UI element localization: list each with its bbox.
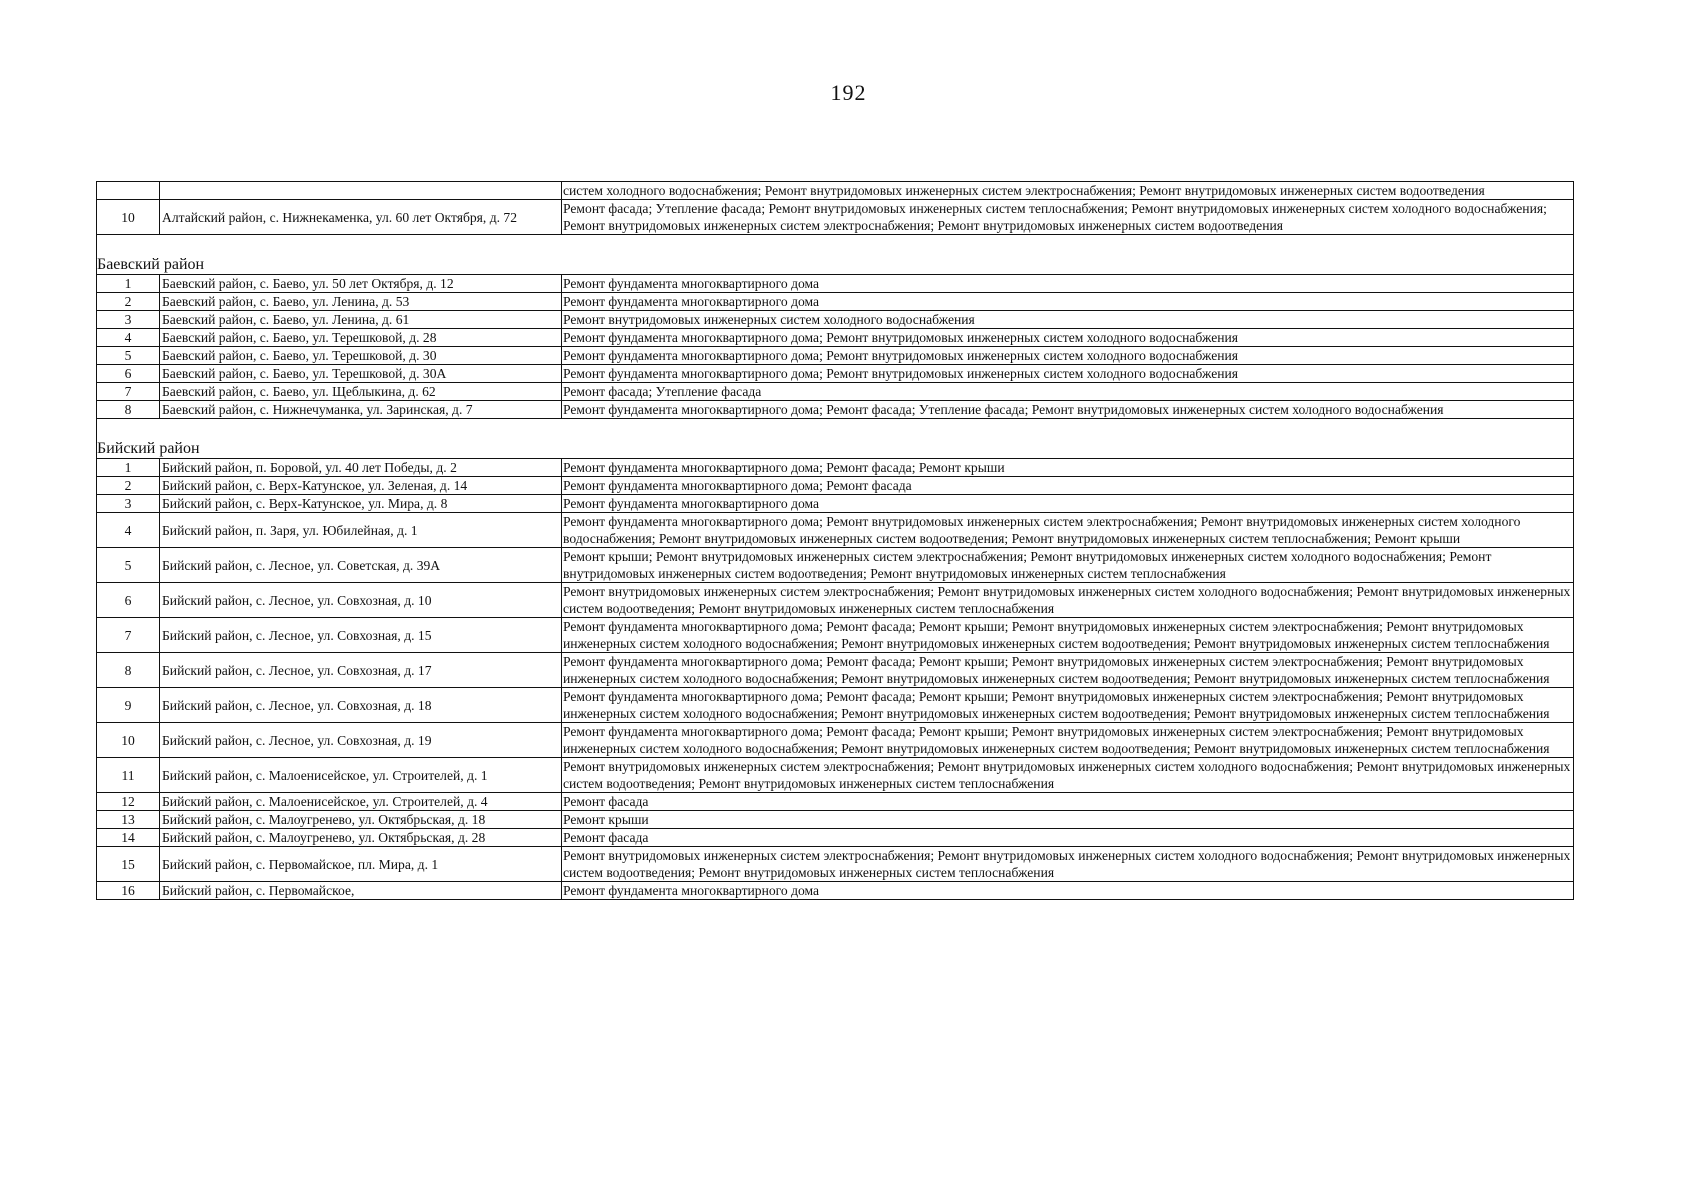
row-number: 5 (97, 548, 160, 583)
row-number: 12 (97, 793, 160, 811)
row-works: Ремонт фундамента многоквартирного дома; Ремонт фасада; Утепление фасада; Ремонт внутридомовых инженерных систем холодного водоснабжения (562, 401, 1574, 419)
row-address: Бийский район, с. Лесное, ул. Совхозная, д. 15 (160, 618, 562, 653)
row-address: Бийский район, с. Лесное, ул. Совхозная, д. 10 (160, 583, 562, 618)
row-address: Бийский район, с. Верх-Катунское, ул. Мира, д. 8 (160, 495, 562, 513)
row-number: 1 (97, 275, 160, 293)
row-works: Ремонт крыши (562, 811, 1574, 829)
section-header (97, 255, 1574, 275)
row-works: систем холодного водоснабжения; Ремонт внутридомовых инженерных систем электроснабжения; Ремонт внутридомовых инженерных систем водоотведения (562, 182, 1574, 200)
row-address: Бийский район, с. Лесное, ул. Совхозная, д. 17 (160, 653, 562, 688)
row-address: Баевский район, с. Баево, ул. Ленина, д. 61 (160, 311, 562, 329)
row-works: Ремонт фундамента многоквартирного дома; Ремонт внутридомовых инженерных систем холодного водоснабжения (562, 365, 1574, 383)
row-works: Ремонт фундамента многоквартирного дома; Ремонт фасада; Ремонт крыши (562, 459, 1574, 477)
row-works: Ремонт фасада (562, 793, 1574, 811)
row-address: Баевский район, с. Баево, ул. Терешковой, д. 30А (160, 365, 562, 383)
row-address: Бийский район, п. Боровой, ул. 40 лет Победы, д. 2 (160, 459, 562, 477)
table-row (97, 688, 1574, 723)
section-spacer (97, 419, 1574, 440)
table-row (97, 401, 1574, 419)
row-address: Бийский район, с. Лесное, ул. Совхозная, д. 18 (160, 688, 562, 723)
table-row (97, 653, 1574, 688)
row-address: Бийский район, с. Лесное, ул. Совхозная, д. 19 (160, 723, 562, 758)
row-number: 3 (97, 495, 160, 513)
row-works: Ремонт фундамента многоквартирного дома; Ремонт фасада; Ремонт крыши; Ремонт внутридомовых инженерных систем электроснабжения; Ремонт внутридомовых инженерных систем холодного водоснабжения; Ремонт внутридомовых инженерных систем водоотведения; Ремонт внутридомовых инженерных систем теплоснабжения (562, 723, 1574, 758)
table-row (97, 329, 1574, 347)
table-row (97, 383, 1574, 401)
table-row (97, 847, 1574, 882)
table-row (97, 182, 1574, 200)
row-works: Ремонт фундамента многоквартирного дома (562, 882, 1574, 900)
table-body (97, 182, 1574, 900)
repair-table (96, 181, 1574, 900)
row-number: 15 (97, 847, 160, 882)
table-row (97, 583, 1574, 618)
row-works: Ремонт фундамента многоквартирного дома; Ремонт фасада; Ремонт крыши; Ремонт внутридомовых инженерных систем электроснабжения; Ремонт внутридомовых инженерных систем холодного водоснабжения; Ремонт внутридомовых инженерных систем водоотведения; Ремонт внутридомовых инженерных систем теплоснабжения (562, 688, 1574, 723)
row-address: Баевский район, с. Баево, ул. 50 лет Октября, д. 12 (160, 275, 562, 293)
row-number: 14 (97, 829, 160, 847)
row-address: Баевский район, с. Баево, ул. Щеблыкина, д. 62 (160, 383, 562, 401)
row-number: 1 (97, 459, 160, 477)
row-works: Ремонт фундамента многоквартирного дома; Ремонт фасада; Ремонт крыши; Ремонт внутридомовых инженерных систем электроснабжения; Ремонт внутридомовых инженерных систем холодного водоснабжения; Ремонт внутридомовых инженерных систем водоотведения; Ремонт внутридомовых инженерных систем теплоснабжения (562, 618, 1574, 653)
row-works: Ремонт фундамента многоквартирного дома (562, 495, 1574, 513)
row-number: 7 (97, 383, 160, 401)
row-works: Ремонт фундамента многоквартирного дома (562, 293, 1574, 311)
row-works: Ремонт фасада; Утепление фасада; Ремонт внутридомовых инженерных систем теплоснабжения; Ремонт внутридомовых инженерных систем холодного водоснабжения; Ремонт внутридомовых инженерных систем электроснабжения; Ремонт внутридомовых инженерных систем водоотведения (562, 200, 1574, 235)
row-number (97, 182, 160, 200)
table-row (97, 347, 1574, 365)
row-number: 6 (97, 365, 160, 383)
row-number: 9 (97, 688, 160, 723)
table-row (97, 495, 1574, 513)
row-works: Ремонт фасада (562, 829, 1574, 847)
row-address: Баевский район, с. Баево, ул. Терешковой, д. 30 (160, 347, 562, 365)
row-number: 2 (97, 293, 160, 311)
row-address: Баевский район, с. Баево, ул. Терешковой, д. 28 (160, 329, 562, 347)
row-address: Баевский район, с. Баево, ул. Ленина, д. 53 (160, 293, 562, 311)
row-number: 3 (97, 311, 160, 329)
section-spacer (97, 235, 1574, 256)
row-address: Бийский район, с. Малоенисейское, ул. Строителей, д. 1 (160, 758, 562, 793)
table-row (97, 758, 1574, 793)
table-row (97, 275, 1574, 293)
table-row (97, 513, 1574, 548)
table-row (97, 200, 1574, 235)
row-address: Бийский район, с. Первомайское, (160, 882, 562, 900)
table-row (97, 723, 1574, 758)
table-row (97, 459, 1574, 477)
row-address: Бийский район, с. Малоугренево, ул. Октябрьская, д. 28 (160, 829, 562, 847)
table-row (97, 311, 1574, 329)
row-address: Алтайский район, с. Нижнекаменка, ул. 60 лет Октября, д. 72 (160, 200, 562, 235)
table-row (97, 365, 1574, 383)
row-number: 8 (97, 401, 160, 419)
row-works: Ремонт внутридомовых инженерных систем электроснабжения; Ремонт внутридомовых инженерных систем холодного водоснабжения; Ремонт внутридомовых инженерных систем водоотведения; Ремонт внутридомовых инженерных систем теплоснабжения (562, 758, 1574, 793)
page-number: 192 (830, 80, 867, 105)
row-number: 10 (97, 200, 160, 235)
row-address (160, 182, 562, 200)
table-row (97, 882, 1574, 900)
row-address: Бийский район, с. Первомайское, пл. Мира, д. 1 (160, 847, 562, 882)
row-address: Бийский район, с. Малоенисейское, ул. Строителей, д. 4 (160, 793, 562, 811)
row-number: 4 (97, 513, 160, 548)
row-works: Ремонт крыши; Ремонт внутридомовых инженерных систем электроснабжения; Ремонт внутридомовых инженерных систем холодного водоснабжения; Ремонт внутридомовых инженерных систем водоотведения; Ремонт внутридомовых инженерных систем теплоснабжения (562, 548, 1574, 583)
row-works: Ремонт внутридомовых инженерных систем холодного водоснабжения (562, 311, 1574, 329)
row-works: Ремонт внутридомовых инженерных систем электроснабжения; Ремонт внутридомовых инженерных систем холодного водоснабжения; Ремонт внутридомовых инженерных систем водоотведения; Ремонт внутридомовых инженерных систем теплоснабжения (562, 847, 1574, 882)
section-title: Баевский район (97, 255, 1574, 275)
row-number: 8 (97, 653, 160, 688)
row-works: Ремонт фундамента многоквартирного дома (562, 275, 1574, 293)
row-number: 2 (97, 477, 160, 495)
table-row (97, 793, 1574, 811)
table-row (97, 811, 1574, 829)
row-address: Баевский район, с. Нижнечуманка, ул. Заринская, д. 7 (160, 401, 562, 419)
section-header (97, 439, 1574, 459)
table-row (97, 477, 1574, 495)
section-title: Бийский район (97, 439, 1574, 459)
row-address: Бийский район, с. Малоугренево, ул. Октябрьская, д. 18 (160, 811, 562, 829)
row-works: Ремонт фундамента многоквартирного дома; Ремонт фасада (562, 477, 1574, 495)
row-number: 6 (97, 583, 160, 618)
row-number: 10 (97, 723, 160, 758)
row-number: 4 (97, 329, 160, 347)
row-number: 13 (97, 811, 160, 829)
row-address: Бийский район, п. Заря, ул. Юбилейная, д. 1 (160, 513, 562, 548)
row-number: 16 (97, 882, 160, 900)
table-row (97, 293, 1574, 311)
row-address: Бийский район, с. Лесное, ул. Советская, д. 39А (160, 548, 562, 583)
row-works: Ремонт фундамента многоквартирного дома; Ремонт внутридомовых инженерных систем электроснабжения; Ремонт внутридомовых инженерных систем холодного водоснабжения; Ремонт внутридомовых инженерных систем водоотведения; Ремонт внутридомовых инженерных систем теплоснабжения; Ремонт крыши (562, 513, 1574, 548)
row-number: 5 (97, 347, 160, 365)
table-row (97, 618, 1574, 653)
row-works: Ремонт внутридомовых инженерных систем электроснабжения; Ремонт внутридомовых инженерных систем холодного водоснабжения; Ремонт внутридомовых инженерных систем водоотведения; Ремонт внутридомовых инженерных систем теплоснабжения (562, 583, 1574, 618)
row-works: Ремонт фундамента многоквартирного дома; Ремонт фасада; Ремонт крыши; Ремонт внутридомовых инженерных систем электроснабжения; Ремонт внутридомовых инженерных систем холодного водоснабжения; Ремонт внутридомовых инженерных систем водоотведения; Ремонт внутридомовых инженерных систем теплоснабжения (562, 653, 1574, 688)
table-row (97, 829, 1574, 847)
row-works: Ремонт фундамента многоквартирного дома; Ремонт внутридомовых инженерных систем холодного водоснабжения (562, 347, 1574, 365)
row-address: Бийский район, с. Верх-Катунское, ул. Зеленая, д. 14 (160, 477, 562, 495)
row-number: 11 (97, 758, 160, 793)
row-number: 7 (97, 618, 160, 653)
table-row (97, 548, 1574, 583)
row-works: Ремонт фундамента многоквартирного дома; Ремонт внутридомовых инженерных систем холодного водоснабжения (562, 329, 1574, 347)
row-works: Ремонт фасада; Утепление фасада (562, 383, 1574, 401)
